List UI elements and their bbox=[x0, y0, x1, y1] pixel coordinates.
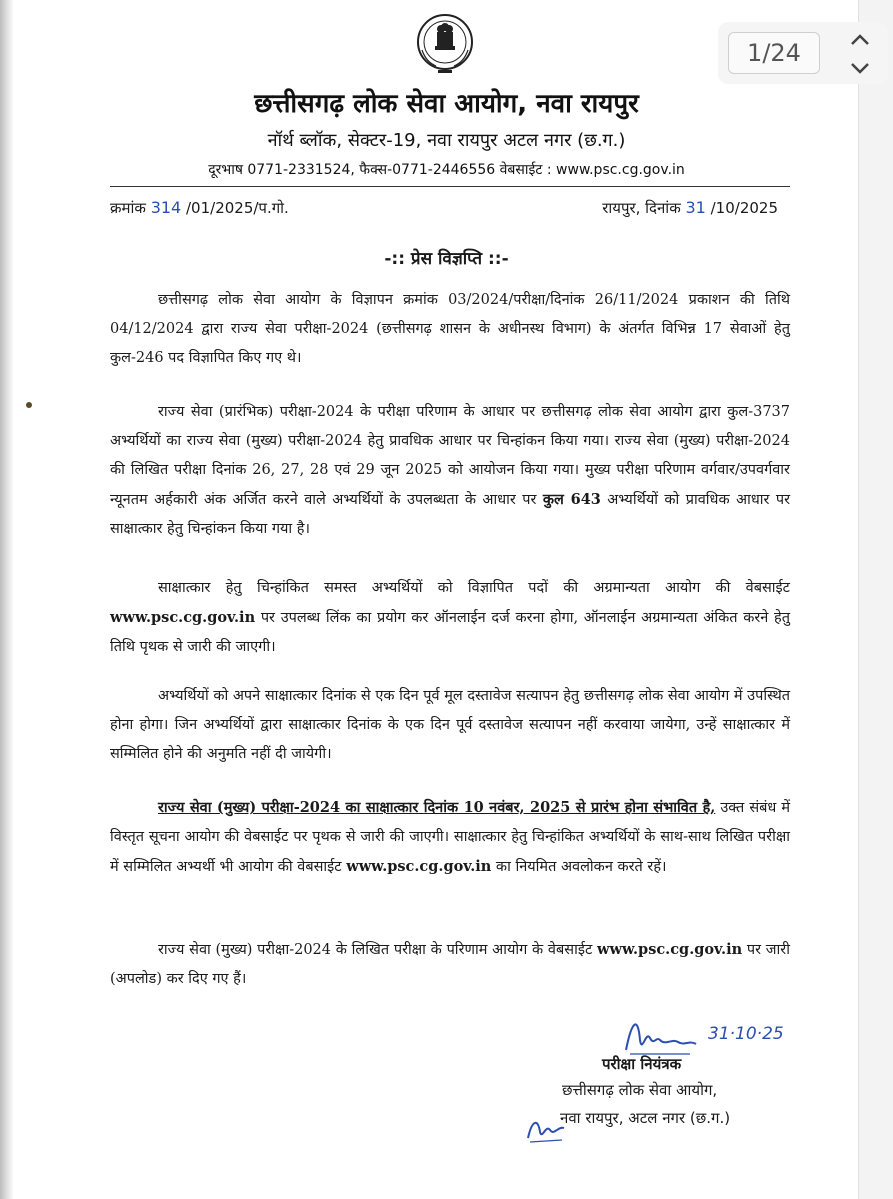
reference-handwritten-number: 314 bbox=[150, 198, 182, 217]
date-prefix: रायपुर, दिनांक bbox=[602, 199, 681, 217]
paragraph-main-exam bbox=[110, 398, 790, 544]
paragraph-results-text: राज्य सेवा (मुख्य) परीक्षा-2024 के लिखित परीक्षा के परिणाम आयोग के वेबसाईट bbox=[158, 942, 598, 958]
signatory-address: नवा रायपुर, अटल नगर (छ.ग.) bbox=[560, 1109, 731, 1127]
reference-prefix: क्रमांक bbox=[110, 199, 146, 217]
scan-mark bbox=[26, 402, 32, 408]
date-handwritten-day: 31 bbox=[685, 198, 706, 217]
paragraph-preference-tail: पर उपलब्ध लिंक का प्रयोग कर ऑनलाईन दर्ज करना होगा, ऑनलाईन अग्रमान्यता अंकित करने हेतु तिथि पृथक से जारी की जाएगी। bbox=[110, 610, 790, 655]
paragraph-preference-text: साक्षात्कार हेतु चिन्हांकित समस्त अभ्यर्थियों को विज्ञापित पदों की अग्रमान्यता आयोग की वेबसाईट bbox=[158, 580, 790, 596]
previous-page-button[interactable] bbox=[846, 28, 874, 52]
signature-date: 31·10·25 bbox=[708, 1024, 784, 1044]
header-divider bbox=[110, 186, 790, 187]
initials-icon bbox=[524, 1110, 568, 1146]
reference-number bbox=[110, 198, 289, 218]
paragraph-preference bbox=[110, 574, 790, 662]
page-navigator bbox=[718, 22, 888, 84]
chevron-up-icon bbox=[849, 33, 871, 47]
paragraph-results bbox=[110, 935, 790, 994]
organization-contact: दूरभाष 0771-2331524, फैक्स-0771-2446556 वेबसाईट : www.psc.cg.gov.in bbox=[208, 162, 685, 178]
date-suffix: /10/2025 bbox=[705, 199, 778, 217]
page-counter[interactable]: 1/24 bbox=[728, 32, 820, 74]
next-page-button[interactable] bbox=[846, 56, 874, 80]
page-left-edge bbox=[0, 0, 14, 1199]
paragraph-main-exam-tail: अभ्यर्थियों को प्रावधिक आधार पर साक्षात्कार हेतु चिन्हांकन किया गया है। bbox=[110, 492, 790, 537]
signatory-role: परीक्षा नियंत्रक bbox=[602, 1055, 682, 1073]
viewer-side-panel bbox=[858, 0, 893, 1199]
website-link[interactable]: www.psc.cg.gov.in bbox=[346, 858, 492, 875]
paragraph-results-tail: पर जारी (अपलोड) कर दिए गए हैं। bbox=[110, 942, 790, 987]
website-link[interactable]: www.psc.cg.gov.in bbox=[110, 609, 256, 626]
shortlisted-count: कुल 643 bbox=[542, 491, 601, 508]
organization-title: छत्तीसगढ़ लोक सेवा आयोग, नवा रायपुर bbox=[254, 89, 639, 119]
chevron-down-icon bbox=[849, 61, 871, 75]
paragraph-interview-date bbox=[110, 793, 790, 882]
paragraph-interview-tail: का नियमित अवलोकन करते रहें। bbox=[491, 859, 667, 875]
paragraph-document-verification: अभ्यर्थियों को अपने साक्षात्कार दिनांक से एक दिन पूर्व मूल दस्तावेज सत्यापन हेतु छत्तीसगढ़ लोक सेवा आयोग में उपस्थित होना होगा। जिन अभ्यर्थियों द्वारा साक्षात्कार दिनांक के एक दिन पूर्व दस्तावेज सत्यापन नहीं करवाया जायेगा, उन्हें साक्षात्कार में सम्मिलित होने की अनुमति नहीं दी जायेगी। bbox=[110, 688, 790, 762]
interview-date-notice: राज्य सेवा (मुख्य) परीक्षा-2024 का साक्षात्कार दिनांक 10 नवंबर, 2025 से प्रारंभ होना संभावित है, bbox=[158, 799, 716, 816]
paragraph-advertisement: छत्तीसगढ़ लोक सेवा आयोग के विज्ञापन क्रमांक 03/2024/परीक्षा/दिनांक 26/11/2024 प्रकाशन की तिथि 04/12/2024 द्वारा राज्य सेवा परीक्षा-2024 (छत्तीसगढ़ शासन के अधीनस्थ विभाग) के अंतर्गत विभिन्न 17 सेवाओं हेतु कुल-246 पद विज्ञापित किए गए थे। bbox=[110, 292, 790, 366]
reference-suffix: /01/2025/प.गो. bbox=[181, 199, 289, 217]
website-link[interactable]: www.psc.cg.gov.in bbox=[597, 941, 743, 958]
signatory-organization: छत्तीसगढ़ लोक सेवा आयोग, bbox=[562, 1081, 718, 1099]
state-emblem-icon bbox=[416, 10, 474, 82]
signature-block bbox=[540, 1010, 800, 1190]
press-release-title: -:: प्रेस विज्ञप्ति ::- bbox=[384, 249, 509, 269]
organization-address: नॉर्थ ब्लॉक, सेक्टर-19, नवा रायपुर अटल नगर (छ.ग.) bbox=[267, 130, 626, 151]
issue-date bbox=[602, 198, 778, 218]
paragraph-interview-text: उक्त संबंध में विस्तृत सूचना आयोग की वेबसाईट पर पृथक से जारी की जाएगी। साक्षात्कार हेतु चिन्हांकित अभ्यर्थियों के साथ-साथ लिखित परीक्षा में सम्मिलित अभ्यर्थी भी आयोग की वेबसाईट bbox=[110, 800, 790, 875]
paragraph-main-exam-text: राज्य सेवा (प्रारंभिक) परीक्षा-2024 के परीक्षा परिणाम के आधार पर छत्तीसगढ़ लोक सेवा आयोग द्वारा कुल-3737 अभ्यर्थियों का राज्य सेवा (मुख्य) परीक्षा-2024 हेतु प्रावधिक आधार पर चिन्हांकन किया गया। राज्य सेवा (मुख्य) परीक्षा-2024 की लिखित परीक्षा दिनांक 26, 27, 28 एवं 29 जून 2025 को आयोजन किया गया। मुख्य परीक्षा परिणाम वर्गवार/उपवर्गवार न्यूनतम अर्हकारी अंक अर्जित करने वाले अभ्यर्थियों के उपलब्धता के आधार पर bbox=[110, 404, 790, 508]
